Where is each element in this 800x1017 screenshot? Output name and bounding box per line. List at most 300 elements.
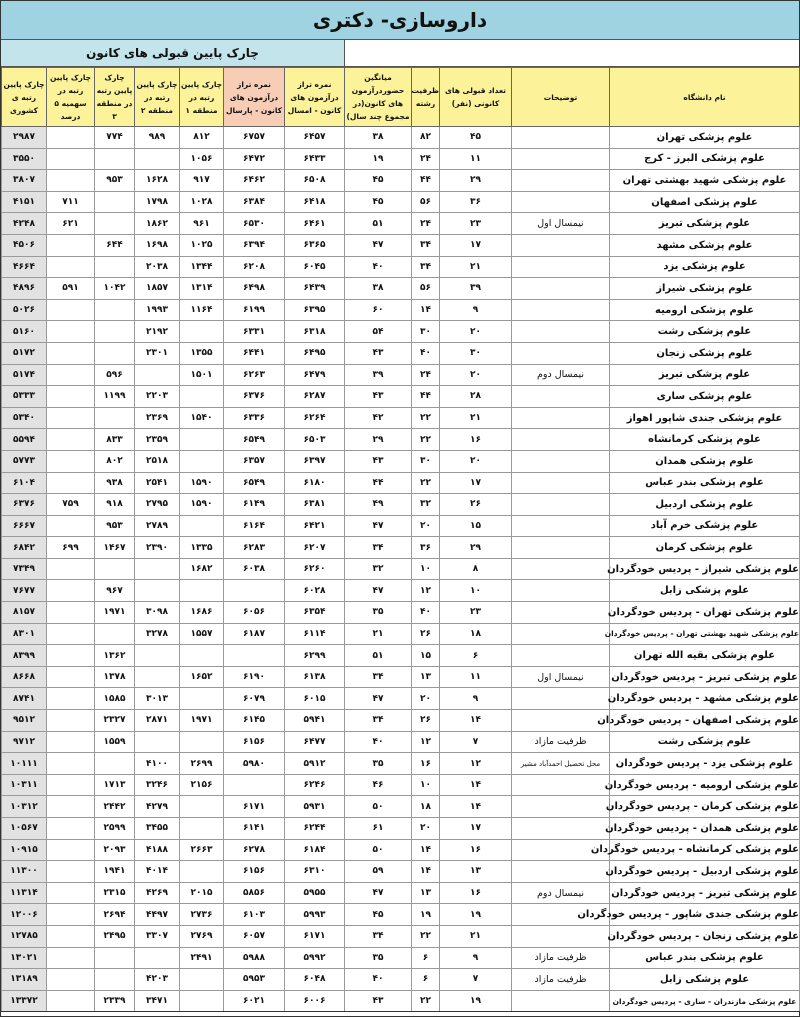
cell-region1-rank: ۹۱۷: [180, 170, 224, 192]
cell-score-this-year: ۶۰۰۶: [285, 990, 345, 1012]
table-row: [2, 904, 800, 926]
cell-score-this-year: ۶۱۱۴: [285, 623, 345, 645]
cell-region3-rank: ۱۴۶۷: [95, 537, 135, 559]
cell-capacity: ۲۲: [412, 990, 440, 1012]
cell-university-name: علوم پزشکی بقیه الله تهران: [610, 645, 800, 667]
cell-score-last-year: ۶۱۵۶: [224, 861, 285, 883]
cell-national-rank: ۸۳۰۱: [2, 623, 47, 645]
cell-university-name: علوم پزشکی تهران - پردیس خودگردان: [610, 602, 800, 624]
cell-region2-rank: ۴۲۷۹: [135, 796, 180, 818]
cell-region1-rank: ۱۵۹۰: [180, 472, 224, 494]
cell-accepted-count: ۱۶: [440, 882, 512, 904]
cell-region3-rank: [95, 947, 135, 969]
cell-national-rank: ۴۸۹۶: [2, 278, 47, 300]
cell-score-last-year: ۶۱۹۰: [224, 666, 285, 688]
col-header-capacity: ظرفیت رشته: [412, 68, 440, 127]
cell-region2-rank: ۴۰۱۴: [135, 861, 180, 883]
cell-region2-rank: ۳۳۰۷: [135, 925, 180, 947]
cell-capacity: ۶: [412, 947, 440, 969]
cell-region3-rank: ۲۳۱۵: [95, 882, 135, 904]
cell-notes: ظرفیت مازاد: [512, 731, 610, 753]
cell-region1-rank: ۱۰۲۸: [180, 191, 224, 213]
cell-university-name: علوم پزشکی یزد: [610, 256, 800, 278]
cell-region2-rank: ۱۶۹۸: [135, 234, 180, 256]
cell-region2-rank: ۴۱۸۸: [135, 839, 180, 861]
cell-region2-rank: ۴۲۶۹: [135, 882, 180, 904]
cell-capacity: ۱۹: [412, 904, 440, 926]
cell-region1-rank: ۱۶۸۶: [180, 602, 224, 624]
cell-region3-rank: ۲۴۴۲: [95, 796, 135, 818]
cell-region2-rank: [135, 947, 180, 969]
cell-notes: [512, 818, 610, 840]
cell-region2-rank: [135, 666, 180, 688]
cell-capacity: ۲۰: [412, 818, 440, 840]
cell-region1-rank: [180, 386, 224, 408]
cell-capacity: ۴۴: [412, 170, 440, 192]
cell-notes: [512, 774, 610, 796]
cell-accepted-count: ۱۴: [440, 710, 512, 732]
cell-capacity: ۶: [412, 969, 440, 991]
cell-region2-rank: ۲۰۳۸: [135, 256, 180, 278]
cell-region3-rank: [95, 407, 135, 429]
cell-score-this-year: ۶۲۰۷: [285, 537, 345, 559]
cell-avg-attendance: ۴۵: [345, 904, 412, 926]
cell-accepted-count: ۳۹: [440, 278, 512, 300]
cell-capacity: ۱۰: [412, 774, 440, 796]
cell-quota5-rank: ۶۹۹: [47, 537, 95, 559]
cell-region3-rank: ۹۳۸: [95, 472, 135, 494]
cell-notes: [512, 278, 610, 300]
cell-region1-rank: ۱۹۷۱: [180, 710, 224, 732]
table-row: [2, 861, 800, 883]
cell-region1-rank: ۲۷۶۹: [180, 925, 224, 947]
table-row: [2, 969, 800, 991]
cell-quota5-rank: [47, 234, 95, 256]
cell-national-rank: ۴۵۰۶: [2, 234, 47, 256]
cell-notes: [512, 170, 610, 192]
cell-score-this-year: ۵۹۹۳: [285, 904, 345, 926]
cell-national-rank: ۵۱۷۲: [2, 342, 47, 364]
cell-region1-rank: [180, 796, 224, 818]
cell-score-last-year: ۶۱۷۱: [224, 796, 285, 818]
cell-avg-attendance: ۳۸: [345, 278, 412, 300]
table-row: [2, 386, 800, 408]
cell-score-last-year: ۶۲۰۸: [224, 256, 285, 278]
cell-region3-rank: ۲۳۲۷: [95, 710, 135, 732]
cell-region3-rank: [95, 321, 135, 343]
cell-score-this-year: ۶۲۶۰: [285, 558, 345, 580]
cell-region2-rank: ۲۵۴۱: [135, 472, 180, 494]
table-row: [2, 623, 800, 645]
cell-avg-attendance: ۴۳: [345, 450, 412, 472]
cell-score-last-year: ۶۱۸۷: [224, 623, 285, 645]
cell-region1-rank: [180, 990, 224, 1012]
cell-region3-rank: ۱۰۴۲: [95, 278, 135, 300]
cell-score-this-year: ۶۰۱۵: [285, 688, 345, 710]
cell-quota5-rank: ۵۹۱: [47, 278, 95, 300]
cell-national-rank: ۵۰۲۶: [2, 299, 47, 321]
cell-region2-rank: [135, 731, 180, 753]
col-header-national-rank: چارک پایین رتبه ی کشوری: [2, 68, 47, 127]
cell-accepted-count: ۲۳: [440, 602, 512, 624]
cell-region2-rank: ۳۴۵۵: [135, 818, 180, 840]
cell-score-last-year: ۶۱۴۱: [224, 818, 285, 840]
cell-accepted-count: ۱۴: [440, 774, 512, 796]
cell-university-name: علوم پزشکی شهید بهشتی تهران - پردیس خودگردان: [610, 623, 800, 645]
cell-quota5-rank: [47, 645, 95, 667]
cell-notes: [512, 450, 610, 472]
cell-region2-rank: ۳۰۱۳: [135, 688, 180, 710]
cell-notes: [512, 386, 610, 408]
cell-accepted-count: ۱۱: [440, 666, 512, 688]
cell-university-name: علوم پزشکی تبریز - پردیس خودگردان: [610, 666, 800, 688]
cell-score-last-year: ۶۳۳۶: [224, 407, 285, 429]
table-row: [2, 537, 800, 559]
cell-region1-rank: [180, 818, 224, 840]
cell-quota5-rank: [47, 796, 95, 818]
cell-national-rank: ۱۳۰۲۱: [2, 947, 47, 969]
cell-region1-rank: [180, 645, 224, 667]
table-row: [2, 731, 800, 753]
group-header-blank: [345, 40, 799, 66]
cell-notes: [512, 472, 610, 494]
cell-score-last-year: [224, 774, 285, 796]
cell-university-name: علوم پزشکی رشت: [610, 731, 800, 753]
cell-notes: نیمسال اول: [512, 666, 610, 688]
cell-avg-attendance: ۵۱: [345, 645, 412, 667]
cell-university-name: علوم پزشکی کرمان - پردیس خودگردان: [610, 796, 800, 818]
cell-notes: [512, 299, 610, 321]
cell-region1-rank: ۱۰۵۶: [180, 148, 224, 170]
cell-avg-attendance: ۶۱: [345, 818, 412, 840]
cell-university-name: علوم پزشکی زنجان: [610, 342, 800, 364]
cell-quota5-rank: ۷۵۹: [47, 494, 95, 516]
cell-region3-rank: [95, 342, 135, 364]
cell-university-name: علوم پزشکی زابل: [610, 580, 800, 602]
table-row: [2, 580, 800, 602]
cell-region3-rank: [95, 753, 135, 775]
cell-region2-rank: [135, 148, 180, 170]
cell-avg-attendance: ۴۷: [345, 515, 412, 537]
cell-region3-rank: ۱۳۷۸: [95, 666, 135, 688]
cell-national-rank: ۹۵۱۲: [2, 710, 47, 732]
cell-capacity: ۱۶: [412, 753, 440, 775]
cell-national-rank: ۸۳۹۹: [2, 645, 47, 667]
cell-region1-rank: ۱۵۴۰: [180, 407, 224, 429]
cell-region1-rank: ۲۱۵۶: [180, 774, 224, 796]
cell-university-name: علوم پزشکی همدان - پردیس خودگردان: [610, 818, 800, 840]
cell-avg-attendance: ۴۷: [345, 580, 412, 602]
cell-avg-attendance: ۴۳: [345, 342, 412, 364]
cell-score-this-year: ۶۱۷۱: [285, 925, 345, 947]
cell-university-name: علوم پزشکی مشهد - پردیس خودگردان: [610, 688, 800, 710]
cell-national-rank: ۶۳۷۶: [2, 494, 47, 516]
cell-accepted-count: ۶: [440, 645, 512, 667]
cell-notes: ظرفیت مازاد: [512, 947, 610, 969]
cell-avg-attendance: ۵۹: [345, 861, 412, 883]
cell-score-this-year: ۵۹۵۵: [285, 882, 345, 904]
cell-accepted-count: ۲۱: [440, 925, 512, 947]
cell-region3-rank: ۱۹۷۱: [95, 602, 135, 624]
cell-score-last-year: ۶۲۷۸: [224, 839, 285, 861]
cell-quota5-rank: [47, 818, 95, 840]
cell-accepted-count: ۱۶: [440, 839, 512, 861]
cell-avg-attendance: ۴۴: [345, 472, 412, 494]
cell-quota5-rank: [47, 127, 95, 149]
cell-capacity: ۳۰: [412, 450, 440, 472]
cell-region3-rank: ۵۹۶: [95, 364, 135, 386]
cell-avg-attendance: ۳۹: [345, 364, 412, 386]
cell-accepted-count: ۸: [440, 558, 512, 580]
cell-capacity: ۱۲: [412, 731, 440, 753]
cell-accepted-count: ۱۰: [440, 580, 512, 602]
cell-quota5-rank: [47, 688, 95, 710]
cell-avg-attendance: ۳۸: [345, 127, 412, 149]
cell-region3-rank: ۱۵۸۵: [95, 688, 135, 710]
cell-notes: [512, 494, 610, 516]
table-row: [2, 882, 800, 904]
cell-university-name: علوم پزشکی البرز - کرج: [610, 148, 800, 170]
cell-avg-attendance: ۴۰: [345, 256, 412, 278]
cell-capacity: ۲۲: [412, 407, 440, 429]
cell-quota5-rank: [47, 666, 95, 688]
cell-accepted-count: ۷: [440, 969, 512, 991]
cell-capacity: ۸۲: [412, 127, 440, 149]
cell-region1-rank: [180, 450, 224, 472]
cell-avg-attendance: ۴۹: [345, 494, 412, 516]
cell-quota5-rank: [47, 256, 95, 278]
cell-accepted-count: ۱۸: [440, 623, 512, 645]
cell-avg-attendance: ۴۷: [345, 688, 412, 710]
cell-national-rank: ۷۶۷۷: [2, 580, 47, 602]
table-row: [2, 429, 800, 451]
cell-university-name: علوم پزشکی زنجان - پردیس خودگردان: [610, 925, 800, 947]
cell-score-this-year: ۶۲۴۴: [285, 818, 345, 840]
cell-national-rank: ۴۱۵۱: [2, 191, 47, 213]
cell-score-last-year: ۶۰۳۸: [224, 558, 285, 580]
cell-region1-rank: ۱۰۲۵: [180, 234, 224, 256]
col-header-region1-rank: چارک پایین رتبه در منطقه ۱: [180, 68, 224, 127]
cell-capacity: ۳۴: [412, 234, 440, 256]
cell-capacity: ۱۴: [412, 861, 440, 883]
cell-region2-rank: ۴۱۰۰: [135, 753, 180, 775]
cell-notes: ظرفیت مازاد: [512, 969, 610, 991]
cell-university-name: علوم پزشکی شیراز: [610, 278, 800, 300]
cell-score-this-year: ۶۴۲۱: [285, 515, 345, 537]
cell-national-rank: ۱۰۳۱۲: [2, 796, 47, 818]
cell-accepted-count: ۲۱: [440, 407, 512, 429]
cell-national-rank: ۱۰۳۱۱: [2, 774, 47, 796]
cell-capacity: ۴۰: [412, 342, 440, 364]
cell-region2-rank: ۱۶۲۸: [135, 170, 180, 192]
cell-quota5-rank: [47, 429, 95, 451]
cell-national-rank: ۴۶۶۴: [2, 256, 47, 278]
cell-accepted-count: ۱۷: [440, 234, 512, 256]
cell-accepted-count: ۳۶: [440, 191, 512, 213]
cell-capacity: ۴۰: [412, 602, 440, 624]
col-header-quota5-rank: چارک پایین رتبه در سهمیه ۵ درصد: [47, 68, 95, 127]
cell-accepted-count: ۲۳: [440, 213, 512, 235]
cell-region2-rank: ۳۴۷۱: [135, 990, 180, 1012]
cell-quota5-rank: [47, 342, 95, 364]
cell-region3-rank: [95, 148, 135, 170]
cell-capacity: ۴۴: [412, 386, 440, 408]
cell-accepted-count: ۱۲: [440, 753, 512, 775]
cell-region1-rank: ۱۳۱۴: [180, 278, 224, 300]
cell-region3-rank: ۸۳۳: [95, 429, 135, 451]
table-row: [2, 364, 800, 386]
cell-avg-attendance: ۴۷: [345, 234, 412, 256]
cell-university-name: علوم پزشکی اردبیل - پردیس خودگردان: [610, 861, 800, 883]
cell-national-rank: ۵۷۷۳: [2, 450, 47, 472]
cell-score-this-year: ۶۱۸۴: [285, 839, 345, 861]
cell-accepted-count: ۲۰: [440, 364, 512, 386]
cell-notes: [512, 407, 610, 429]
cell-score-this-year: ۶۰۴۸: [285, 969, 345, 991]
table-row: [2, 256, 800, 278]
cell-national-rank: ۷۳۴۹: [2, 558, 47, 580]
cell-capacity: ۵۶: [412, 191, 440, 213]
cell-university-name: علوم پزشکی شهید بهشتی تهران: [610, 170, 800, 192]
cell-score-this-year: ۶۰۲۸: [285, 580, 345, 602]
cell-score-this-year: ۶۲۹۹: [285, 645, 345, 667]
cell-accepted-count: ۲۱: [440, 256, 512, 278]
table-row: [2, 515, 800, 537]
cell-quota5-rank: [47, 321, 95, 343]
cell-national-rank: ۱۲۷۸۵: [2, 925, 47, 947]
cell-quota5-rank: [47, 861, 95, 883]
cell-score-last-year: ۶۳۵۷: [224, 450, 285, 472]
cell-score-last-year: ۶۳۸۴: [224, 191, 285, 213]
cell-score-this-year: ۶۳۸۱: [285, 494, 345, 516]
cell-region1-rank: [180, 429, 224, 451]
cell-capacity: ۲۰: [412, 515, 440, 537]
cell-score-this-year: ۶۴۳۹: [285, 278, 345, 300]
cell-region2-rank: ۲۳۰۱: [135, 342, 180, 364]
cell-quota5-rank: ۷۱۱: [47, 191, 95, 213]
cell-notes: [512, 990, 610, 1012]
cell-university-name: علوم پزشکی رشت: [610, 321, 800, 343]
cell-avg-attendance: ۴۵: [345, 191, 412, 213]
cell-region2-rank: ۱۷۹۸: [135, 191, 180, 213]
cell-region2-rank: ۳۰۹۸: [135, 602, 180, 624]
cell-notes: [512, 321, 610, 343]
cell-avg-attendance: ۵۱: [345, 213, 412, 235]
table-row: [2, 925, 800, 947]
cell-university-name: علوم پزشکی همدان: [610, 450, 800, 472]
cell-quota5-rank: [47, 774, 95, 796]
cell-avg-attendance: ۴۳: [345, 990, 412, 1012]
cell-avg-attendance: ۴۰: [345, 969, 412, 991]
cell-quota5-rank: [47, 386, 95, 408]
cell-capacity: ۲۶: [412, 623, 440, 645]
cell-score-last-year: ۵۹۸۰: [224, 753, 285, 775]
cell-score-last-year: ۶۷۵۷: [224, 127, 285, 149]
cell-accepted-count: ۲۹: [440, 537, 512, 559]
cell-score-last-year: ۶۱۴۹: [224, 494, 285, 516]
cell-quota5-rank: [47, 731, 95, 753]
cell-capacity: ۱۳: [412, 882, 440, 904]
cell-capacity: ۵۶: [412, 278, 440, 300]
cell-capacity: ۲۴: [412, 364, 440, 386]
table-row: [2, 753, 800, 775]
cell-notes: [512, 148, 610, 170]
table-row: [2, 213, 800, 235]
cell-region1-rank: ۱۵۰۱: [180, 364, 224, 386]
cell-notes: [512, 515, 610, 537]
cell-national-rank: ۱۱۳۰۰: [2, 861, 47, 883]
table-row: [2, 645, 800, 667]
cell-national-rank: ۲۹۸۷: [2, 127, 47, 149]
cell-notes: [512, 234, 610, 256]
cell-score-this-year: ۶۴۷۹: [285, 364, 345, 386]
cell-score-last-year: ۶۰۵۶: [224, 602, 285, 624]
cell-accepted-count: ۱۴: [440, 796, 512, 818]
cell-capacity: ۲۴: [412, 148, 440, 170]
col-header-university: نام دانشگاه: [610, 68, 800, 127]
cell-capacity: ۲۲: [412, 925, 440, 947]
cell-capacity: ۲۲: [412, 472, 440, 494]
cell-university-name: علوم پزشکی اصفهان: [610, 191, 800, 213]
cell-capacity: ۲۲: [412, 429, 440, 451]
cell-region3-rank: ۲۴۹۵: [95, 925, 135, 947]
cell-region1-rank: ۱۱۶۴: [180, 299, 224, 321]
table-row: [2, 818, 800, 840]
cell-avg-attendance: ۲۱: [345, 623, 412, 645]
cell-quota5-rank: [47, 710, 95, 732]
cell-quota5-rank: [47, 839, 95, 861]
cell-notes: [512, 256, 610, 278]
cell-score-this-year: ۶۳۶۵: [285, 234, 345, 256]
cell-notes: [512, 925, 610, 947]
cell-region2-rank: ۱۹۹۳: [135, 299, 180, 321]
cell-region2-rank: ۲۱۹۲: [135, 321, 180, 343]
table-row: [2, 148, 800, 170]
table-row: [2, 710, 800, 732]
cell-accepted-count: ۱۱: [440, 148, 512, 170]
cell-region2-rank: ۹۸۹: [135, 127, 180, 149]
cell-region3-rank: ۹۵۳: [95, 515, 135, 537]
cell-avg-attendance: ۴۵: [345, 170, 412, 192]
cell-region2-rank: ۲۵۱۸: [135, 450, 180, 472]
cell-score-this-year: ۶۳۵۴: [285, 602, 345, 624]
col-header-region2-rank: چارک پایین رتبه در منطقه ۲: [135, 68, 180, 127]
cell-notes: [512, 688, 610, 710]
cell-university-name: علوم پزشکی کرمانشاه - پردیس خودگردان: [610, 839, 800, 861]
cell-score-last-year: ۶۰۵۷: [224, 925, 285, 947]
cell-region1-rank: ۱۵۹۰: [180, 494, 224, 516]
cell-avg-attendance: ۴۳: [345, 386, 412, 408]
cell-region1-rank: ۱۶۸۲: [180, 558, 224, 580]
cell-score-last-year: ۶۱۵۶: [224, 731, 285, 753]
cell-university-name: علوم پزشکی تهران: [610, 127, 800, 149]
cell-notes: [512, 710, 610, 732]
cell-avg-attendance: ۳۲: [345, 558, 412, 580]
cell-accepted-count: ۲۹: [440, 170, 512, 192]
cell-notes: [512, 602, 610, 624]
cell-score-this-year: ۶۱۸۰: [285, 472, 345, 494]
cell-score-last-year: ۶۱۰۳: [224, 904, 285, 926]
cell-notes: [512, 342, 610, 364]
cell-region2-rank: [135, 580, 180, 602]
cell-score-last-year: [224, 580, 285, 602]
cell-score-this-year: ۶۳۱۰: [285, 861, 345, 883]
cell-university-name: علوم پزشکی خرم آباد: [610, 515, 800, 537]
table-row: [2, 602, 800, 624]
col-header-accepted-count: تعداد قبولی های کانونی (نفر): [440, 68, 512, 127]
cell-accepted-count: ۹: [440, 299, 512, 321]
cell-score-this-year: ۶۴۱۸: [285, 191, 345, 213]
